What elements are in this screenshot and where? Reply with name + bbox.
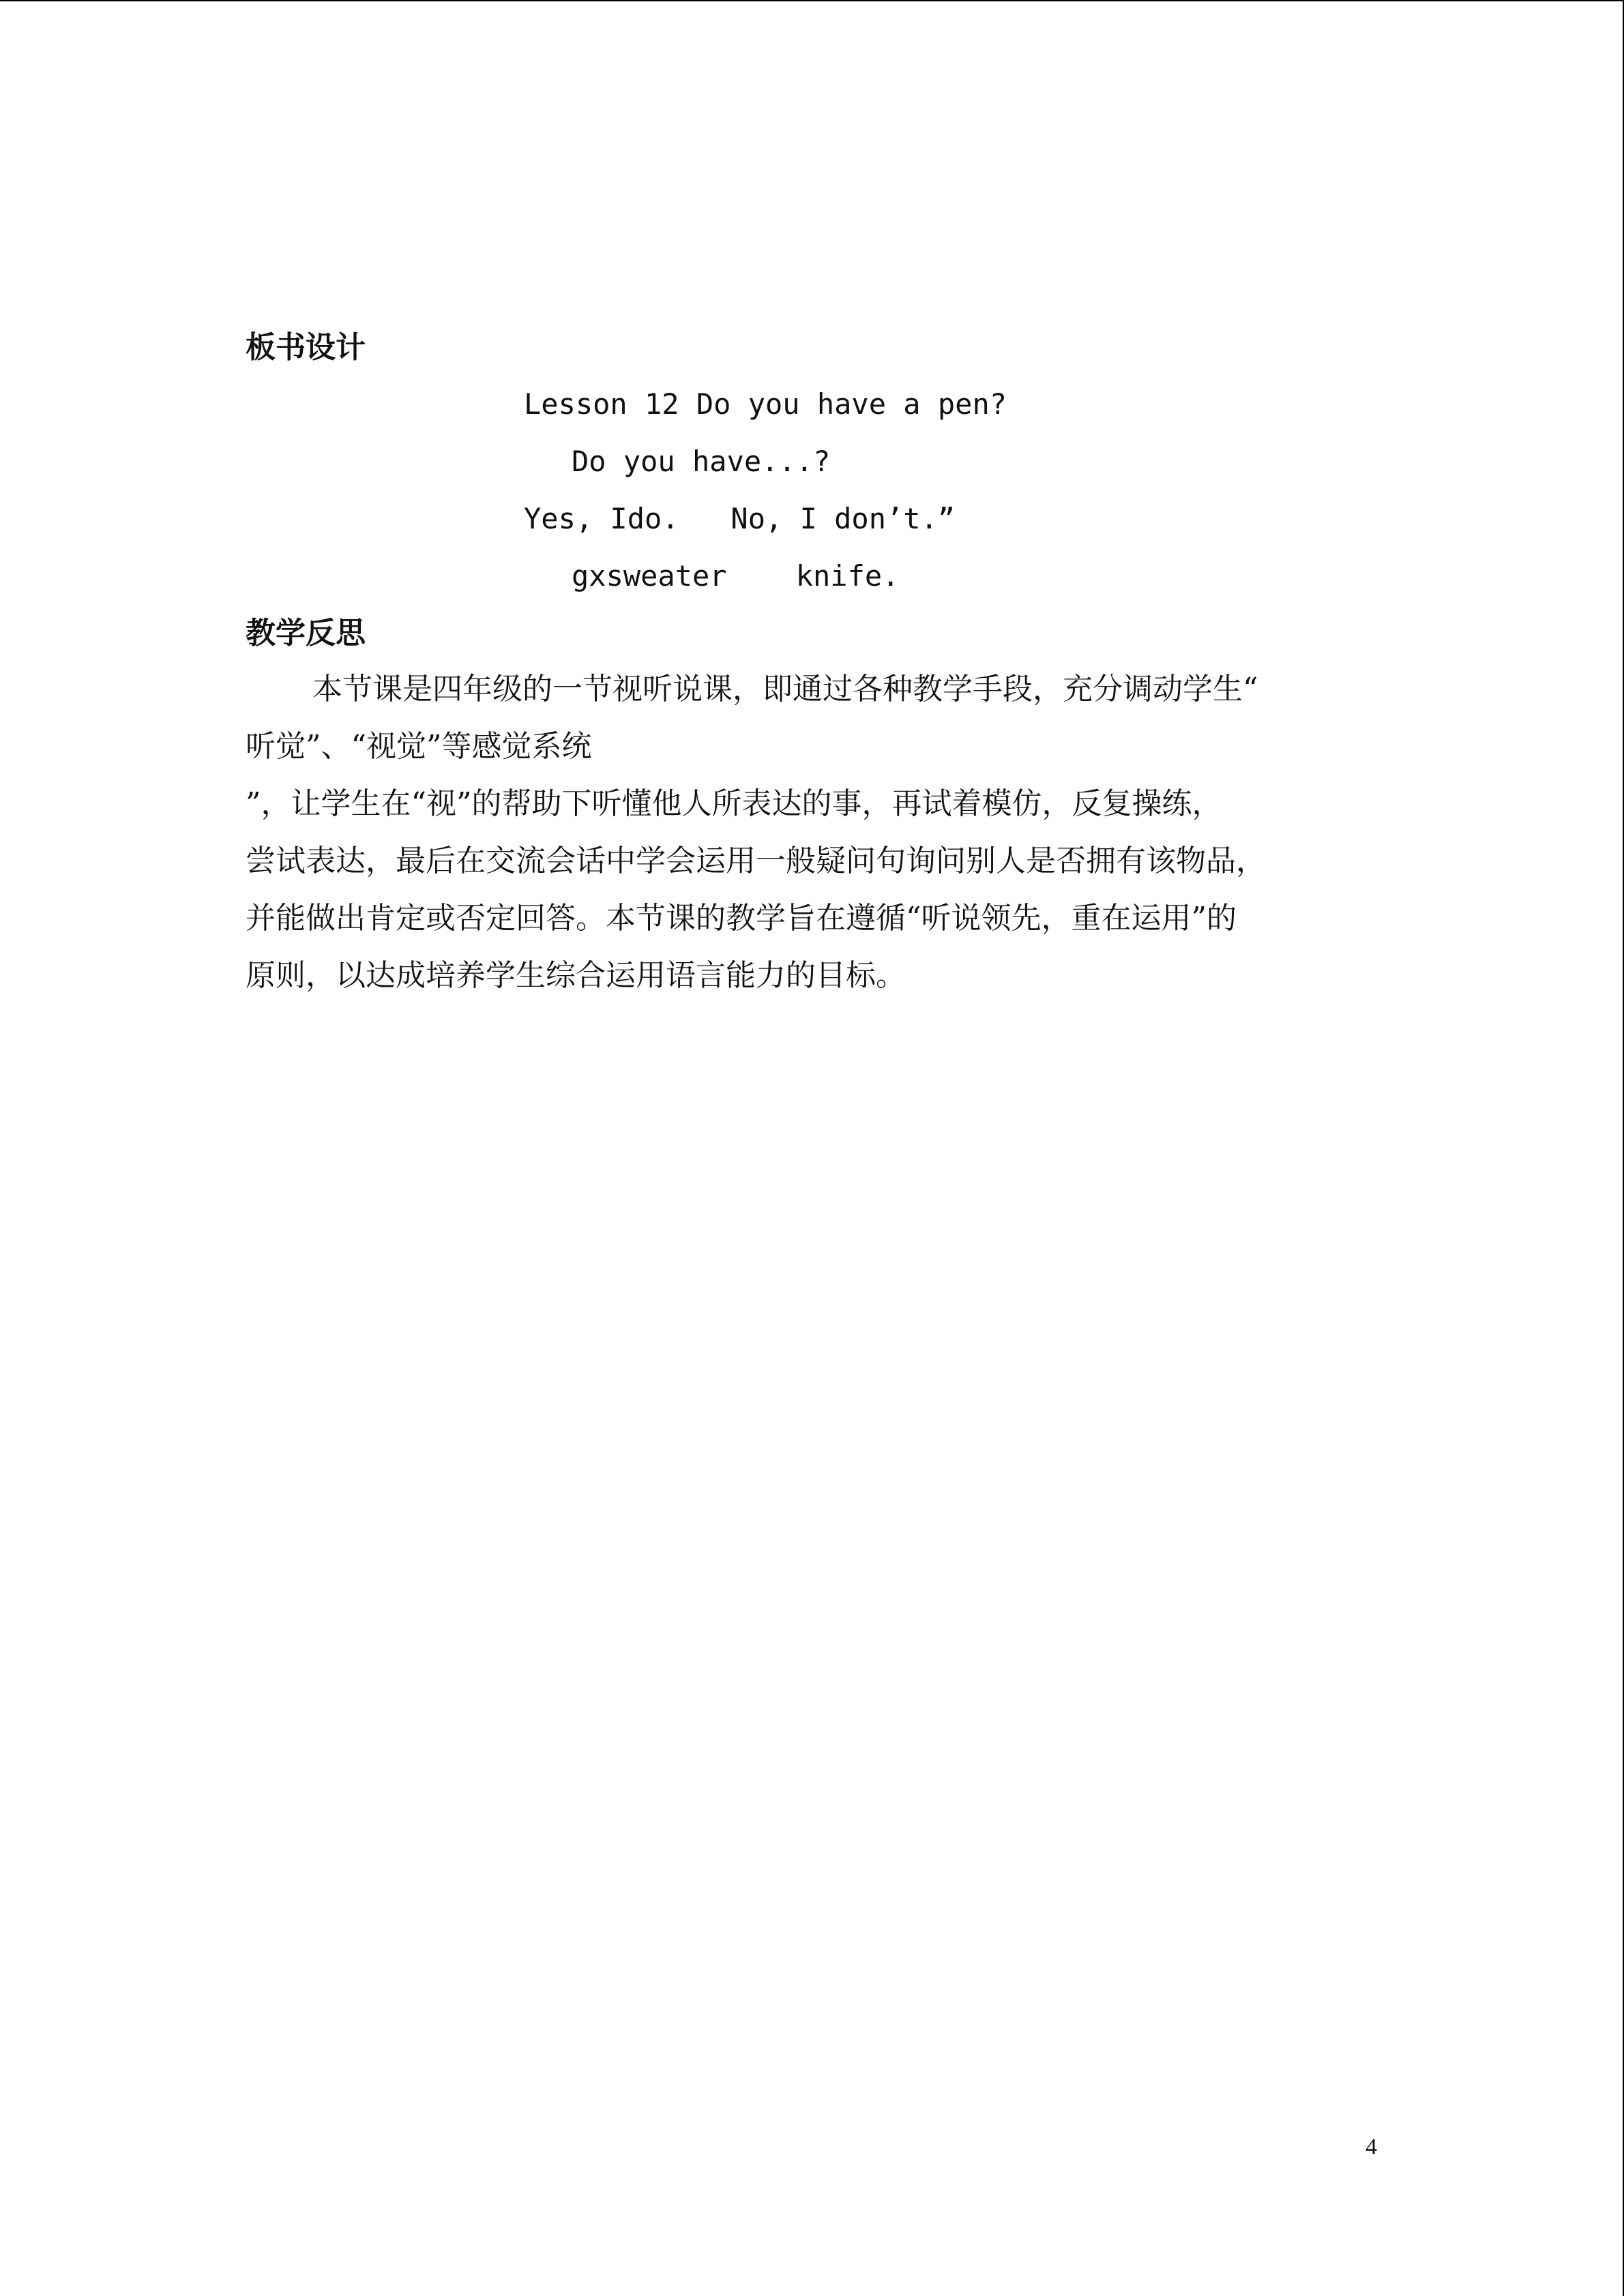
page-number: 4 bbox=[1365, 2134, 1377, 2160]
reflection-line: 并能做出肯定或否定回答。本节课的教学旨在遵循“听说领先，重在运用”的 bbox=[246, 901, 1237, 936]
board-line-title: Lesson 12 Do you have a pen? bbox=[524, 387, 1007, 421]
board-line-answers: Yes, Ido. No, I don’t.” bbox=[524, 502, 956, 535]
reflection-line: ”，让学生在“视”的帮助下听懂他人所表达的事，再试着模仿，反复操练， bbox=[246, 786, 1222, 821]
board-line-vocabulary: gxsweater knife. bbox=[572, 559, 900, 593]
board-line-question: Do you have...? bbox=[572, 445, 831, 478]
reflection-line: 原则，以达成培养学生综合运用语言能力的目标。 bbox=[246, 958, 906, 993]
reflection-line: 尝试表达，最后在交流会话中学会运用一般疑问句询问别人是否拥有该物品， bbox=[246, 844, 1266, 878]
teaching-reflection-heading: 教学反思 bbox=[246, 616, 366, 651]
board-design-heading: 板书设计 bbox=[246, 330, 366, 365]
reflection-line: 本节课是四年级的一节视听说课，即通过各种教学手段，充分调动学生“ bbox=[312, 672, 1258, 706]
reflection-line: 听觉”、“视觉”等感觉系统 bbox=[246, 729, 592, 764]
